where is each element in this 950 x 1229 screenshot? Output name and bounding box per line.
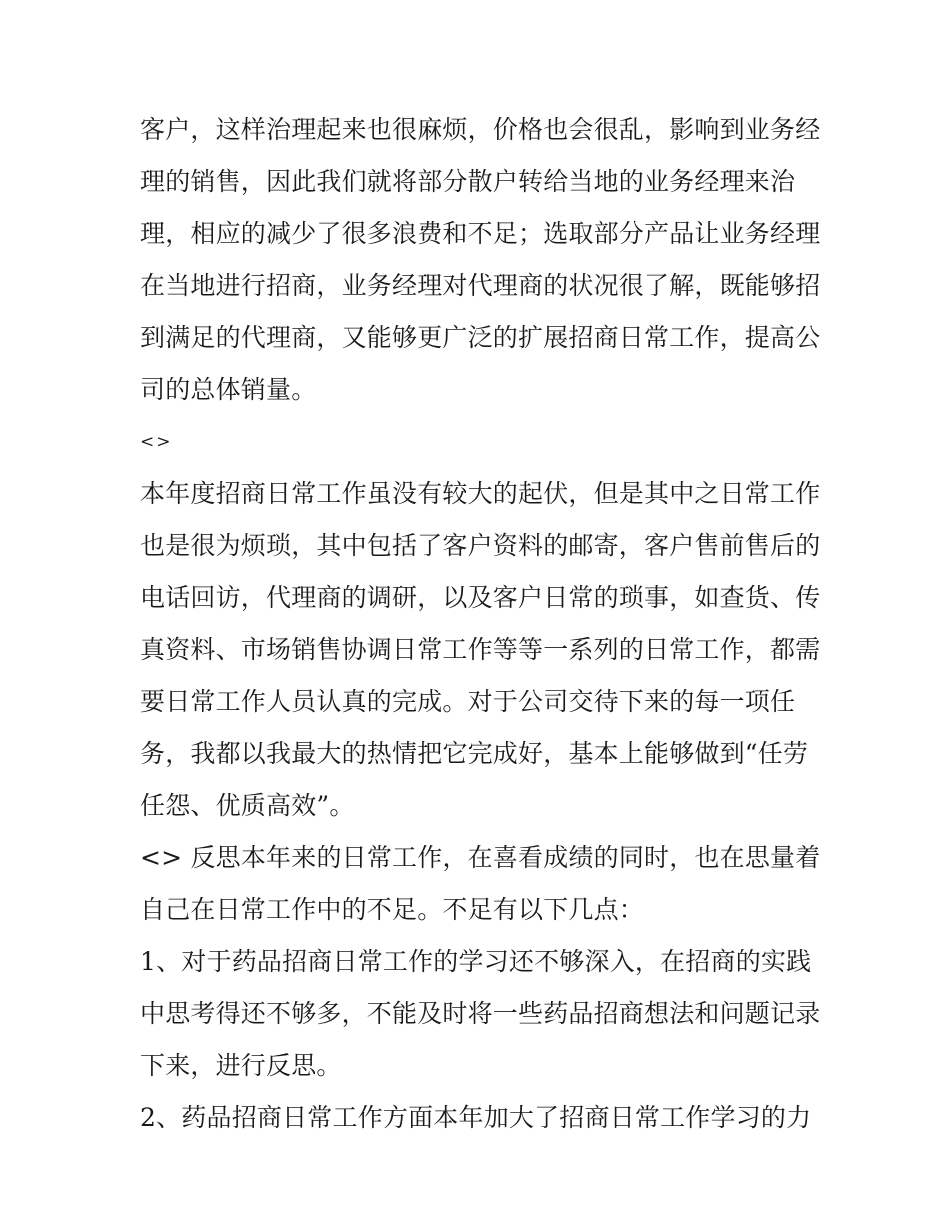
text-line: 任怨、优质高效”。	[140, 791, 355, 820]
text-line: 理，相应的减少了很多浪费和不足；选取部分产品让业务经理	[140, 219, 820, 248]
text-line: 也是很为烦琐，其中包括了客户资料的邮寄，客户售前售后的	[140, 531, 820, 560]
text-line: 本年度招商日常工作虽没有较大的起伏，但是其中之日常工作	[140, 479, 820, 508]
text-line: <> 反思本年来的日常工作，在喜看成绩的同时，也在思量着	[140, 843, 820, 872]
text-line: 自己在日常工作中的不足。不足有以下几点：	[140, 895, 645, 924]
text-line: 客户，这样治理起来也很麻烦，价格也会很乱，影响到业务经	[140, 115, 820, 144]
text-line: <>	[140, 432, 173, 452]
text-line: 1、对于药品招商日常工作的学习还不够深入，在招商的实践	[140, 947, 812, 976]
text-line: 2、药品招商日常工作方面本年加大了招商日常工作学习的力	[140, 1103, 812, 1132]
text-line: 电话回访，代理商的调研，以及客户日常的琐事，如查货、传	[140, 583, 820, 612]
text-line: 司的总体销量。	[140, 375, 317, 404]
text-line: 下来，进行反思。	[140, 1051, 342, 1080]
text-line: 中思考得还不够多，不能及时将一些药品招商想法和问题记录	[140, 999, 820, 1028]
text-line: 务，我都以我最大的热情把它完成好，基本上能够做到“任劳	[140, 739, 809, 768]
body-text	[140, 104, 820, 1144]
text-line: 在当地进行招商，业务经理对代理商的状况很了解，既能够招	[140, 271, 820, 300]
text-line: 理的销售，因此我们就将部分散户转给当地的业务经理来治	[140, 167, 796, 196]
text-line: 真资料、市场销售协调日常工作等等一系列的日常工作，都需	[140, 635, 820, 664]
text-line: 要日常工作人员认真的完成。对于公司交待下来的每一项任	[140, 687, 796, 716]
text-line: 到满足的代理商，又能够更广泛的扩展招商日常工作，提高公	[140, 323, 820, 352]
